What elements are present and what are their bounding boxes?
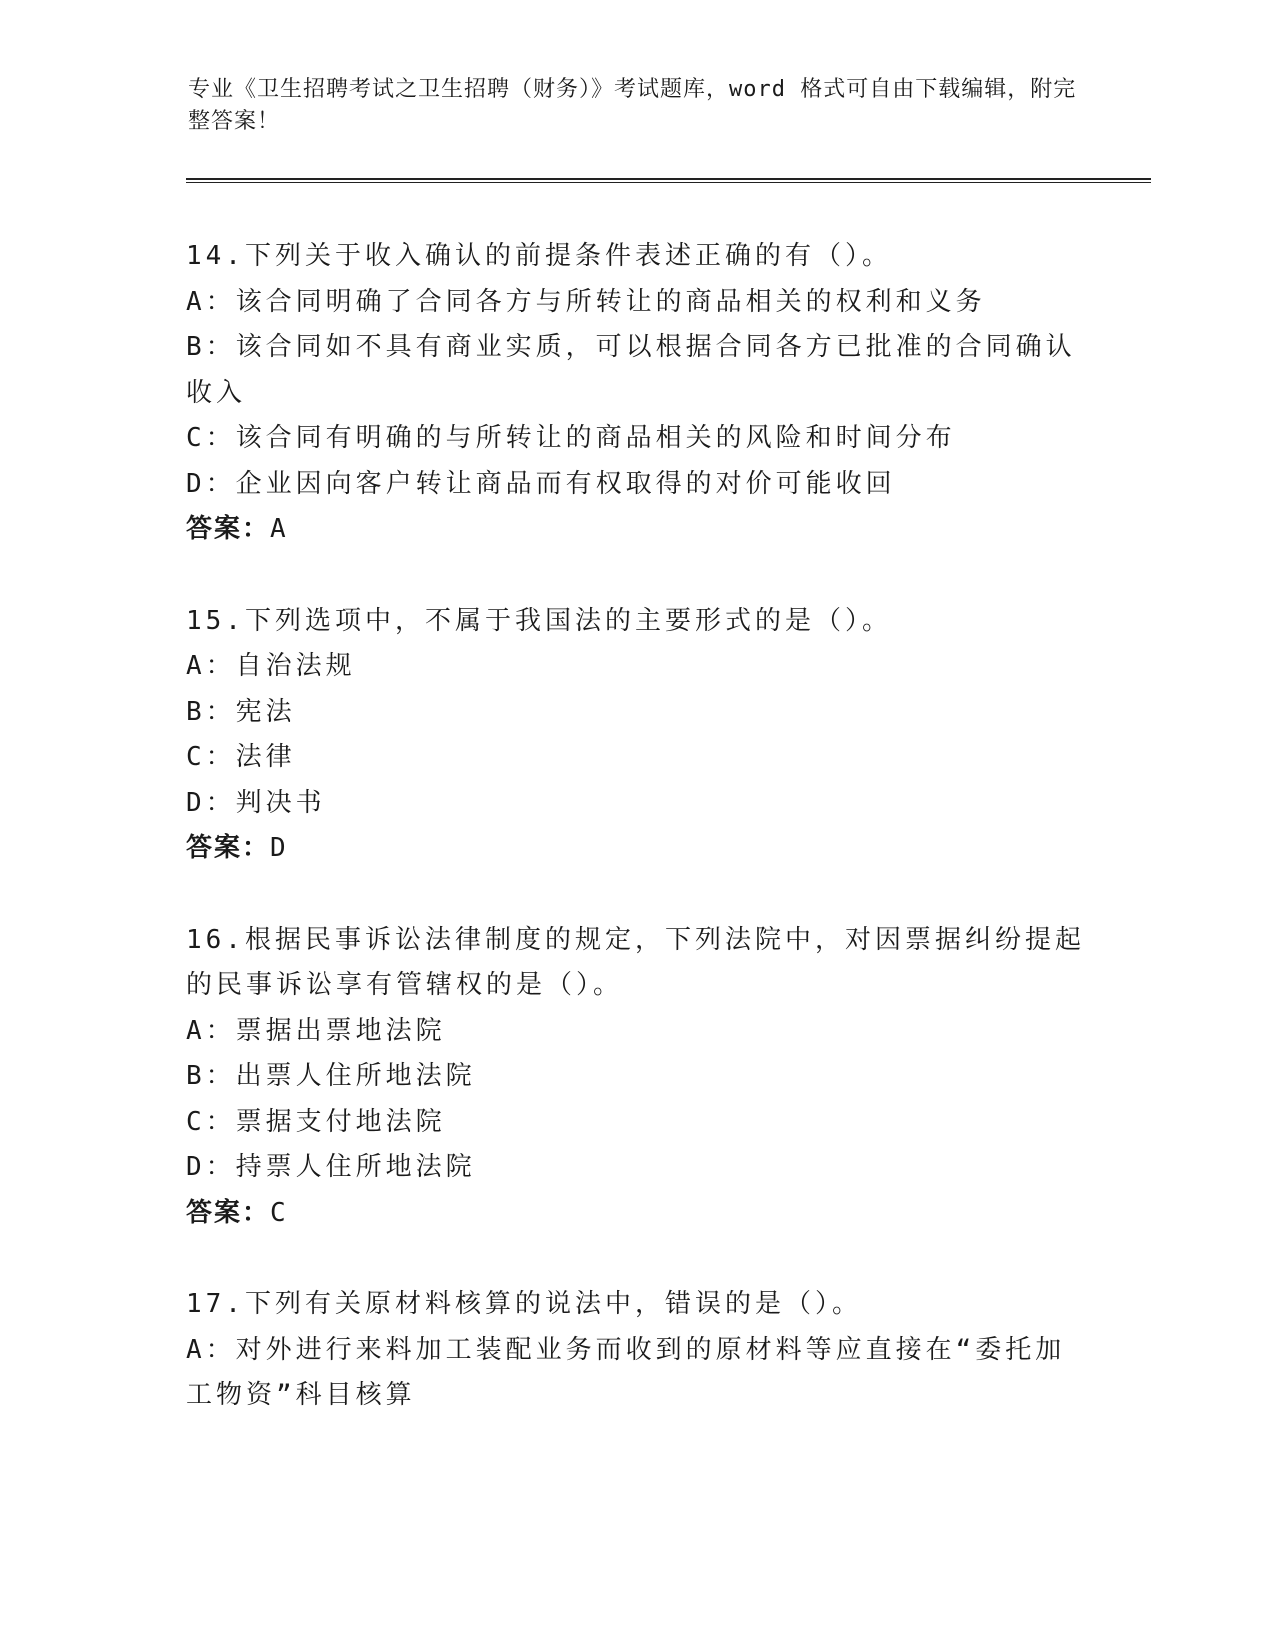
answer-line — [186, 1191, 1086, 1237]
question-stem: 15.下列选项中，不属于我国法的主要形式的是（）。 — [186, 605, 892, 636]
option-a: A：自治法规 — [186, 651, 356, 681]
question-16 — [186, 918, 1086, 1237]
answer-label: 答案： — [186, 514, 271, 544]
option-d: D：企业因向客户转让商品而有权取得的对价可能收回 — [186, 468, 896, 499]
question-17 — [186, 1282, 1086, 1419]
question-stem: 14.下列关于收入确认的前提条件表述正确的有（）。 — [186, 241, 892, 271]
question-list — [186, 234, 1086, 1465]
document-header: 专业《卫生招聘考试之卫生招聘（财务）》考试题库，word 格式可自由下载编辑，附完整答案！ — [188, 77, 1077, 134]
question-stem: 16.根据民事诉讼法律制度的规定，下列法院中，对因票据纠纷提起的民事诉讼享有管辖权的是（）。 — [186, 924, 1085, 1000]
option-b: B：该合同如不具有商业实质，可以根据合同各方已批准的合同确认收入 — [186, 332, 1076, 408]
option-c: C：票据支付地法院 — [186, 1106, 446, 1137]
answer-line — [186, 826, 1086, 872]
option-b: B：出票人住所地法院 — [186, 1061, 476, 1091]
option-d: D：判决书 — [186, 787, 326, 818]
option-a: A：票据出票地法院 — [186, 1015, 446, 1046]
answer-line — [186, 507, 1086, 553]
answer-label: 答案： — [186, 833, 271, 863]
header-divider — [186, 178, 1151, 183]
answer-label: 答案： — [186, 1197, 271, 1228]
question-stem: 17.下列有关原材料核算的说法中，错误的是（）。 — [186, 1289, 862, 1319]
option-a: A：该合同明确了合同各方与所转让的商品相关的权利和义务 — [186, 286, 986, 317]
answer-value: A — [270, 514, 287, 544]
option-a: A：对外进行来料加工装配业务而收到的原材料等应直接在“委托加工物资”科目核算 — [186, 1334, 1066, 1410]
question-14 — [186, 234, 1086, 553]
question-15 — [186, 599, 1086, 872]
option-c: C：该合同有明确的与所转让的商品相关的风险和时间分布 — [186, 423, 956, 453]
answer-value: D — [270, 833, 287, 863]
option-b: B：宪法 — [186, 696, 296, 727]
answer-value: C — [270, 1197, 287, 1228]
option-d: D：持票人住所地法院 — [186, 1152, 476, 1182]
option-c: C：法律 — [186, 742, 296, 772]
